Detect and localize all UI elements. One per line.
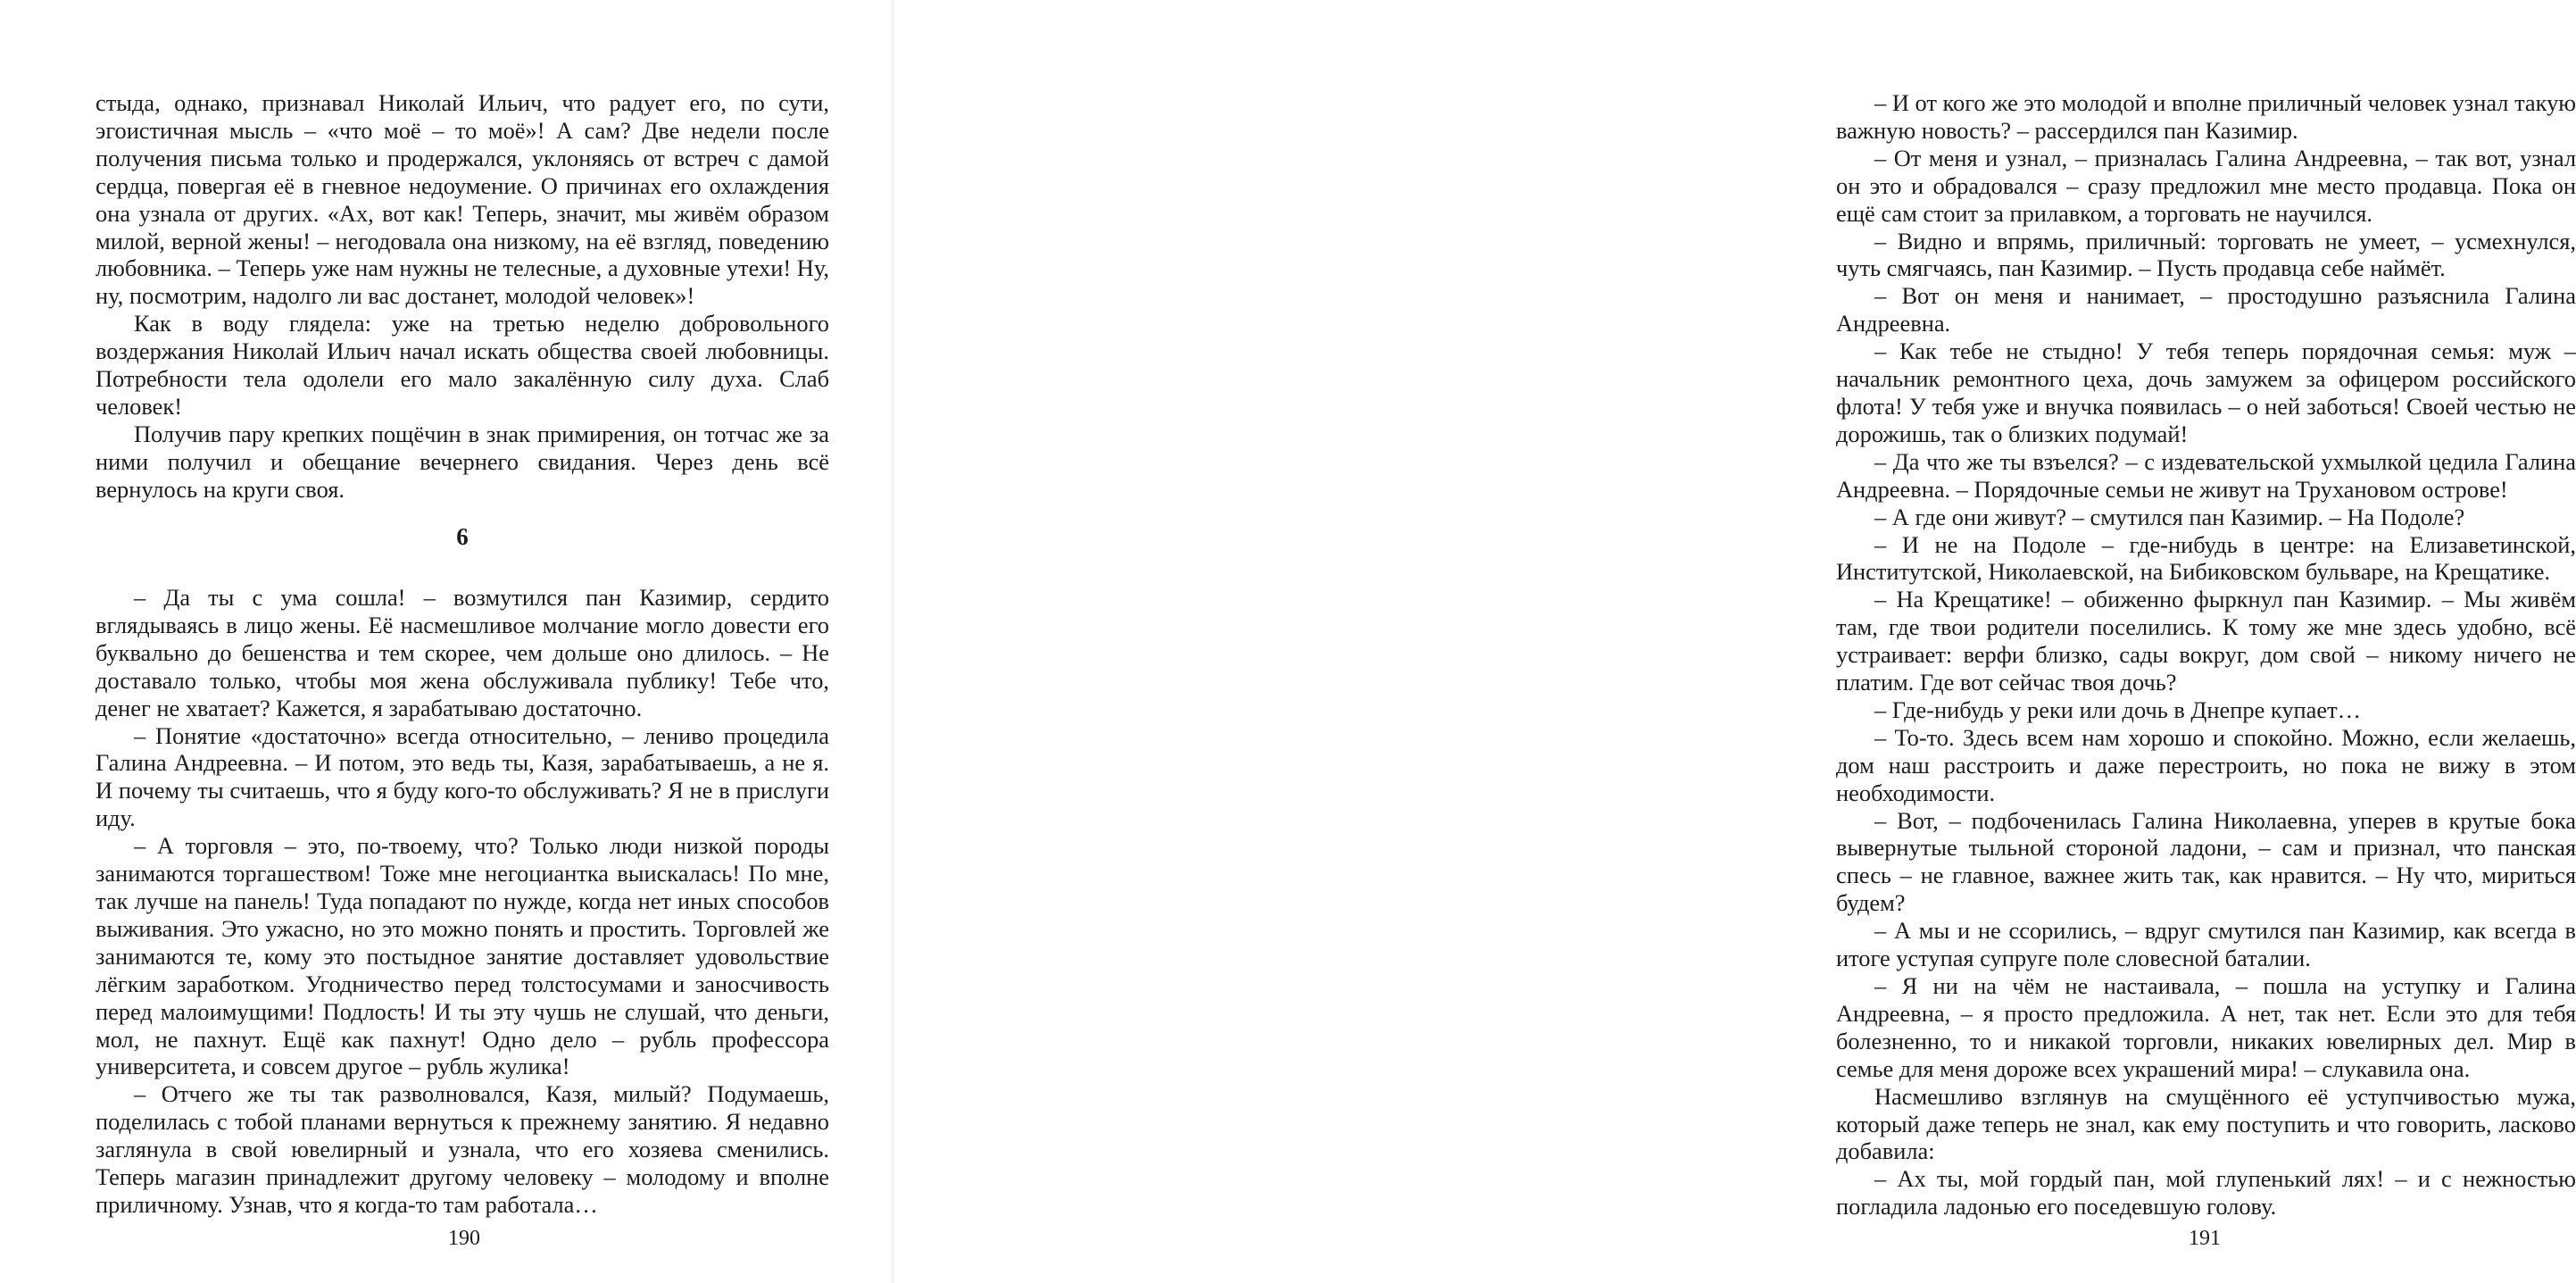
left-page-top-text	[96, 89, 829, 504]
paragraph: – Я ни на чём не настаивала, – пошла на уступку и Галина Андреевна, – я просто предложила. А нет, так нет. Если это для тебя болезненно, то и никакой торговли, никаких ювелирных дел. Мир в семье для меня дороже всех украшений мира! – слукавила она.	[1836, 972, 2576, 1082]
paragraph: – Ах ты, мой гордый пан, мой глупенький лях! – и с нежностью погладила ладонью его поседевшую голову.	[1836, 1165, 2576, 1221]
paragraph: – А торговля – это, по-твоему, что? Только люди низкой породы занимаются торгашеством! Тоже мне негоциантка выискалась! По мне, так лучше на панель! Туда попадают по нужде, когда нет иных способов выживания. Это ужасно, но это можно понять и простить. Торговлей же занимаются те, кому это постыдное занятие доставляет удовольствие лёгким заработком. Угодничество перед толстосумами и заносчивость перед малоимущими! Подлость! И ты эту чушь не слушай, что деньги, мол, не пахнут. Ещё как пахнут! Одно дело – рубль профессора университета, и совсем другое – рубль жулика!	[96, 832, 829, 1080]
paragraph: Насмешливо взглянув на смущённого её уступчивостью мужа, который даже теперь не знал, как ему поступить и что говорить, ласково добавила:	[1836, 1082, 2576, 1165]
paragraph: – Вот он меня и нанимает, – простодушно разъяснила Галина Андреевна.	[1836, 282, 2576, 337]
right-page	[893, 0, 2576, 1283]
paragraph: – Да что же ты взъелся? – с издевательской ухмылкой цедила Галина Андреевна. – Порядочные семьи не живут на Трухановом острове!	[1836, 447, 2576, 503]
paragraph: – И от кого же это молодой и вполне приличный человек узнал такую важную новость? – рассердился пан Казимир.	[1836, 89, 2576, 144]
paragraph: – Да ты с ума сошла! – возмутился пан Казимир, сердито вглядываясь в лицо жены. Её насмешливое молчание могло довести его буквально до бешенства и тем скорее, чем дольше оно длилось. – Не доставало только, чтобы моя жена обслуживала публику! Тебе что, денег не хватает? Кажется, я зарабатываю достаточно.	[96, 584, 829, 721]
paragraph: – Как тебе не стыдно! У тебя теперь порядочная семья: муж – начальник ремонтного цеха, дочь замужем за офицером российского флота! У тебя уже и внучка появилась – о ней заботься! Своей честью не дорожишь, так о близких подумай!	[1836, 337, 2576, 447]
paragraph: Как в воду глядела: уже на третью неделю добровольного воздержания Николай Ильич начал искать общества своей любовницы. Потребности тела одолели его мало закалённую силу духа. Слаб человек!	[96, 310, 829, 420]
chapter-number: 6	[456, 523, 469, 550]
paragraph: – Понятие «достаточно» всегда относительно, – лениво процедила Галина Андреевна. – И потом, это ведь ты, Казя, зарабатываешь, а не я. И почему ты считаешь, что я буду кого-то обслуживать? Я не в прислуги иду.	[96, 721, 829, 832]
left-page	[0, 0, 893, 1283]
paragraph: Получив пару крепких пощёчин в знак примирения, он тотчас же за ними получил и обещание вечернего свидания. Через день всё вернулось на круги своя.	[96, 420, 829, 503]
left-page-bottom-text	[96, 584, 829, 1219]
paragraph: стыда, однако, признавал Николай Ильич, что радует его, по сути, эгоистичная мысль – «что моё – то моё»! А сам? Две недели после получения письма только и продержался, уклоняясь от встреч с дамой сердца, повергая её в гневное недоумение. О причинах его охлаждения она узнала от других. «Ах, вот как! Теперь, значит, мы живём образом милой, верной жены! – негодовала она низкому, на её взгляд, поведению любовника. – Теперь уже нам нужны не телесные, а духовные утехи! Ну, ну, посмотрим, надолго ли вас достанет, молодой человек»!	[96, 89, 829, 310]
paragraph: – Видно и впрямь, приличный: торговать не умеет, – усмехнулся, чуть смягчаясь, пан Казимир. – Пусть продавца себе наймёт.	[1836, 227, 2576, 282]
paragraph: – Отчего же ты так разволновался, Казя, милый? Подумаешь, поделилась с тобой планами вернуться к прежнему занятию. Я недавно заглянула в свой ювелирный и узнала, что его хозяева сменились. Теперь магазин принадлежит другому человеку – молодому и вполне приличному. Узнав, что я когда-то там работала…	[96, 1080, 829, 1218]
paragraph: – Где-нибудь у реки или дочь в Днепре купает…	[1874, 696, 2362, 723]
paragraph: – На Крещатике! – обиженно фыркнул пан Казимир. – Мы живём там, где твои родители поселились. К тому же мне здесь удобно, всё устраивает: верфи близко, сады вокруг, дом свой – никому ничего не платим. Где вот сейчас твоя дочь?	[1836, 586, 2576, 696]
page-number-right: 191	[2189, 1227, 2221, 1250]
right-page-text	[1836, 89, 2576, 1221]
paragraph: – То-то. Здесь всем нам хорошо и спокойно. Можно, если желаешь, дом наш расстроить и даже перестроить, но пока не вижу в этом необходимости.	[1836, 723, 2576, 806]
page-number-left: 190	[448, 1227, 480, 1250]
paragraph: – От меня и узнал, – призналась Галина Андреевна, – так вот, узнал он это и обрадовался – сразу предложил мне место продавца. Пока он ещё сам стоит за прилавком, а торговать не научился.	[1836, 144, 2576, 227]
paragraph: – Вот, – подбоченилась Галина Николаевна, уперев в крутые бока вывернутые тыльной стороной ладони, – сам и признал, что панская спесь – не главное, важнее жить так, как нравится. – Ну что, мириться будем?	[1836, 806, 2576, 917]
paragraph: – А где они живут? – смутился пан Казимир. – На Подоле?	[1874, 503, 2465, 530]
paragraph: – А мы и не ссорились, – вдруг смутился пан Казимир, как всегда в итоге уступая супруге поле словесной баталии.	[1836, 917, 2576, 972]
paragraph: – И не на Подоле – где-нибудь в центре: на Елизаветинской, Институтской, Николаевской, на Бибиковском бульваре, на Крещатике.	[1836, 530, 2576, 586]
